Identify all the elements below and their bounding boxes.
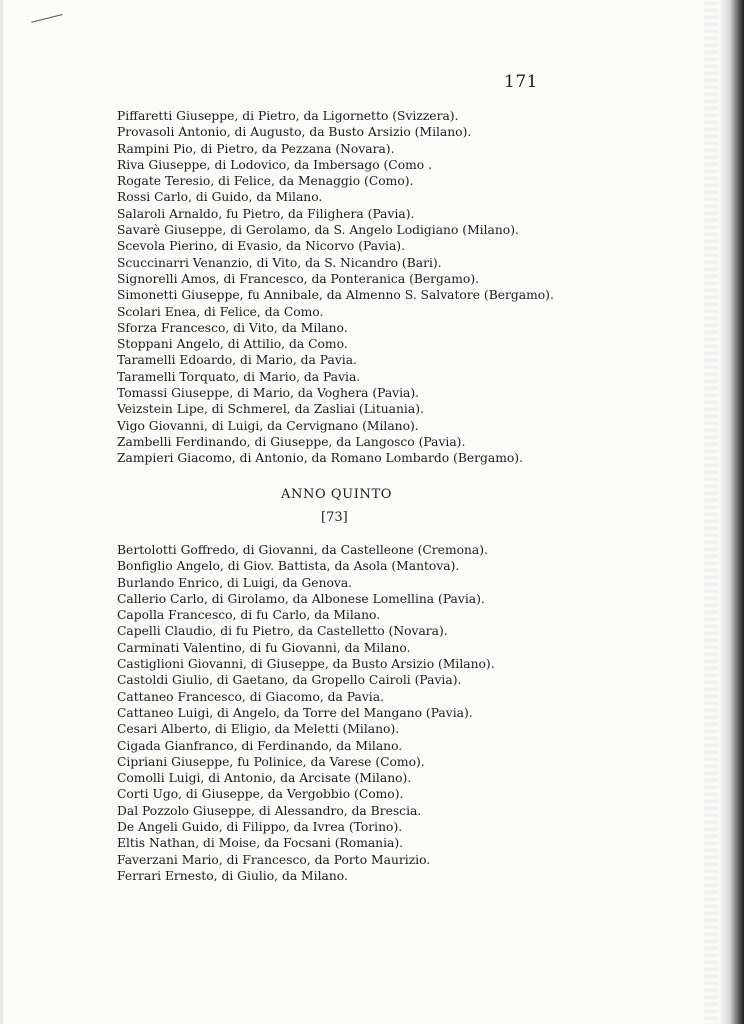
list-entry: Piffaretti Giuseppe, di Pietro, da Ligornetto (Svizzera). [117, 109, 459, 123]
list-entry: Rossi Carlo, di Guido, da Milano. [117, 190, 323, 205]
page-left-edge [0, 0, 3, 1024]
list-entry: Cipriani Giuseppe, fu Polinice, da Varese (Como). [117, 754, 425, 769]
list-entry: Scevola Pierino, di Evasio, da Nicorvo (Pavia). [117, 239, 405, 254]
list-entry: Scolari Enea, di Felice, da Como. [117, 304, 324, 319]
list-entry: Bonfiglio Angelo, di Giov. Battista, da Asola (Mantova). [117, 559, 460, 574]
list-entry: Zambelli Ferdinando, di Giuseppe, da Langosco (Pavia). [117, 434, 466, 449]
list-entry: Tomassi Giuseppe, di Mario, da Voghera (Pavia). [117, 386, 420, 401]
list-entry: Sforza Francesco, di Vito, da Milano. [117, 320, 348, 335]
list-entry: Faverzani Mario, di Francesco, da Porto Maurizio. [117, 852, 431, 867]
list-entry: Comolli Luigi, di Antonio, da Arcisate (Milano). [117, 771, 412, 786]
list-entry: Provasoli Antonio, di Augusto, da Busto Arsizio (Milano). [117, 125, 472, 140]
list-entry: Carminati Valentino, di fu Giovanni, da Milano. [117, 640, 411, 655]
list-entry: Riva Giuseppe, di Lodovico, da Imbersago (Como . [117, 157, 432, 172]
section-title: ANNO QUINTO [281, 487, 392, 502]
list-entry: Cattaneo Francesco, di Giacomo, da Pavia. [117, 689, 384, 704]
list-entry: Callerio Carlo, di Girolamo, da Albonese Lomellina (Pavia). [117, 591, 485, 606]
list-entry: Zampieri Giacomo, di Antonio, da Romano Lombardo (Bergamo). [117, 451, 523, 466]
list-entry: De Angeli Guido, di Filippo, da Ivrea (Torino). [117, 820, 403, 835]
list-entry: Cesari Alberto, di Eligio, da Meletti (Milano). [117, 722, 400, 737]
student-list-previous-year [117, 108, 554, 467]
list-entry: Capolla Francesco, di fu Carlo, da Milano. [117, 608, 381, 623]
list-entry: Salaroli Arnaldo, fu Pietro, da Filighera (Pavia). [117, 206, 415, 221]
list-entry: Taramelli Torquato, di Mario, da Pavia. [117, 369, 361, 384]
list-entry: Capelli Claudio, di fu Pietro, da Castelletto (Novara). [117, 624, 448, 639]
list-entry: Signorelli Amos, di Francesco, da Ponteranica (Bergamo). [117, 271, 480, 286]
list-entry: Bertolotti Goffredo, di Giovanni, da Castelleone (Cremona). [117, 543, 488, 557]
page-number: 171 [504, 72, 538, 92]
list-entry: Eltis Nathan, di Moise, da Focsani (Romania). [117, 836, 404, 851]
list-entry: Cattaneo Luigi, di Angelo, da Torre del Mangano (Pavia). [117, 705, 473, 720]
student-list-anno-quinto [117, 542, 495, 884]
list-entry: Castiglioni Giovanni, di Giuseppe, da Busto Arsizio (Milano). [117, 657, 495, 672]
pencil-mark [29, 6, 62, 22]
list-entry: Veizstein Lipe, di Schmerel, da Zasliai (Lituania). [117, 402, 424, 417]
list-entry: Vigo Giovanni, di Luigi, da Cervignano (Milano). [117, 418, 419, 433]
list-entry: Rampini Pio, di Pietro, da Pezzana (Novara). [117, 141, 395, 156]
list-entry: Taramelli Edoardo, di Mario, da Pavia. [117, 353, 357, 368]
scan-shadow-texture [704, 0, 718, 1024]
list-entry: Simonetti Giuseppe, fu Annibale, da Almenno S. Salvatore (Bergamo). [117, 288, 554, 303]
list-entry: Savarè Giuseppe, di Gerolamo, da S. Angelo Lodigiano (Milano). [117, 223, 519, 238]
list-entry: Dal Pozzolo Giuseppe, di Alessandro, da Brescia. [117, 803, 422, 818]
list-entry: Rogate Teresio, di Felice, da Menaggio (Como). [117, 174, 414, 189]
section-count: [73] [321, 510, 348, 525]
list-entry: Corti Ugo, di Giuseppe, da Vergobbio (Como). [117, 787, 404, 802]
list-entry: Cigada Gianfranco, di Ferdinando, da Milano. [117, 738, 403, 753]
list-entry: Scuccinarri Venanzio, di Vito, da S. Nicandro (Bari). [117, 255, 442, 270]
list-entry: Ferrari Ernesto, di Giulio, da Milano. [117, 868, 348, 883]
list-entry: Castoldi Giulio, di Gaetano, da Gropello Cairoli (Pavia). [117, 673, 462, 688]
binding-edge [718, 0, 744, 1024]
list-entry: Burlando Enrico, di Luigi, da Genova. [117, 575, 353, 590]
list-entry: Stoppani Angelo, di Attilio, da Como. [117, 337, 348, 352]
